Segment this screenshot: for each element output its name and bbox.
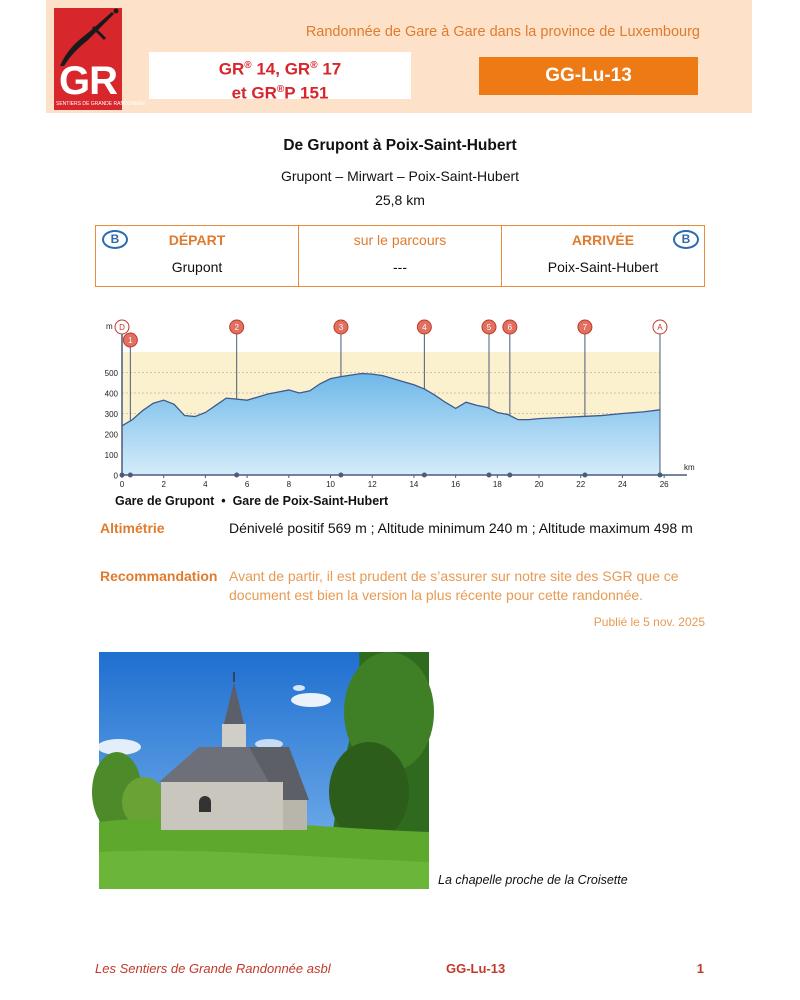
x-tick-label: 10 bbox=[326, 480, 335, 489]
depart-cell bbox=[96, 226, 298, 286]
header-title: Randonnée de Gare à Gare dans la province de Luxembourg bbox=[305, 24, 700, 40]
waypoint-label: 1 bbox=[128, 336, 133, 345]
logo-subtext: SENTIERS DE GRANDE RANDONNÉE bbox=[56, 101, 146, 107]
recommandation-label: Recommandation bbox=[100, 568, 218, 584]
route-code-badge: GG-Lu-13 bbox=[479, 57, 698, 95]
waypoint-label: 4 bbox=[422, 323, 427, 332]
arrivee-cell bbox=[501, 226, 704, 286]
waypoint-label: 6 bbox=[507, 323, 513, 332]
x-tick-label: 12 bbox=[367, 480, 377, 489]
waypoint-label: 5 bbox=[486, 323, 492, 332]
x-tick-label: 4 bbox=[203, 480, 208, 489]
y-axis-label: m bbox=[106, 322, 113, 331]
depart-value: Grupont bbox=[171, 259, 223, 275]
route-via: Grupont – Mirwart – Poix-Saint-Hubert bbox=[280, 168, 520, 184]
arrivee-label: ARRIVÉE bbox=[571, 232, 635, 248]
waypoint-label: 2 bbox=[234, 323, 239, 332]
route-title: De Grupont à Poix-Saint-Hubert bbox=[283, 137, 517, 154]
train-station-icon: B bbox=[102, 230, 128, 249]
waypoint-dot bbox=[486, 473, 491, 478]
altimetrie-label: Altimétrie bbox=[100, 520, 165, 536]
x-tick-label: 14 bbox=[409, 480, 419, 489]
waypoint-dot bbox=[128, 473, 133, 478]
y-tick-label: 500 bbox=[104, 369, 118, 378]
chapel-photo bbox=[99, 652, 429, 889]
middle-value: --- bbox=[393, 259, 407, 275]
waypoint-label: A bbox=[657, 323, 663, 332]
station-names: Gare de Grupont • Gare de Poix-Saint-Hubert bbox=[115, 494, 389, 508]
waypoint-dot bbox=[657, 473, 662, 478]
x-tick-label: 18 bbox=[492, 480, 502, 489]
photo-caption: La chapelle proche de la Croisette bbox=[438, 873, 628, 887]
waypoint-label: 3 bbox=[338, 323, 344, 332]
waypoint-dot bbox=[422, 473, 427, 478]
y-tick-label: 100 bbox=[104, 451, 118, 460]
waypoint-label: D bbox=[119, 323, 125, 332]
route-distance: 25,8 km bbox=[375, 192, 425, 208]
footer-org: Les Sentiers de Grande Randonnée asbl bbox=[95, 961, 331, 976]
x-tick-label: 22 bbox=[576, 480, 586, 489]
x-tick-label: 20 bbox=[534, 480, 544, 489]
y-tick-label: 300 bbox=[104, 410, 118, 419]
x-axis-label: km bbox=[684, 463, 695, 472]
waypoint-dot bbox=[234, 473, 239, 478]
x-tick-label: 2 bbox=[161, 480, 166, 489]
route-info-table bbox=[95, 225, 705, 287]
waypoint-dot bbox=[338, 473, 343, 478]
waypoint-dot bbox=[582, 473, 587, 478]
page-number: 1 bbox=[696, 961, 704, 976]
arrivee-value: Poix-Saint-Hubert bbox=[547, 259, 659, 275]
middle-label: sur le parcours bbox=[353, 232, 447, 248]
gr-trail-box: GR® 14, GR® 17 et GR®P 151 bbox=[149, 52, 411, 99]
published-date: Publié le 5 nov. 2025 bbox=[593, 615, 705, 629]
x-tick-label: 8 bbox=[286, 480, 292, 489]
y-tick-label: 400 bbox=[104, 389, 118, 399]
x-tick-label: 16 bbox=[451, 480, 461, 489]
depart-label: DÉPART bbox=[168, 232, 226, 248]
x-tick-label: 6 bbox=[244, 480, 250, 489]
x-tick-label: 24 bbox=[617, 480, 627, 489]
y-tick-label: 200 bbox=[104, 430, 118, 440]
waypoint-dot bbox=[507, 473, 512, 478]
elevation-profile-chart bbox=[100, 312, 700, 494]
recommandation-line2: document est bien la version la plus récente pour cette randonnée. bbox=[229, 587, 644, 603]
waypoint-dot bbox=[120, 473, 125, 478]
x-tick-label: 0 bbox=[119, 480, 125, 489]
x-tick-label: 26 bbox=[659, 480, 669, 489]
middle-cell bbox=[298, 226, 501, 286]
altimetrie-text: Dénivelé positif 569 m ; Altitude minimum 240 m ; Altitude maximum 498 m bbox=[229, 520, 693, 536]
waypoint-label: 7 bbox=[582, 323, 588, 332]
y-tick-label: 0 bbox=[113, 471, 118, 481]
gr-logo bbox=[54, 8, 146, 110]
recommandation-line1: Avant de partir, il est prudent de s’assurer sur notre site des SGR que ce bbox=[229, 568, 679, 584]
train-station-icon: B bbox=[673, 230, 699, 249]
footer-code: GG-Lu-13 bbox=[446, 961, 506, 976]
logo-letters: GR bbox=[59, 59, 117, 103]
